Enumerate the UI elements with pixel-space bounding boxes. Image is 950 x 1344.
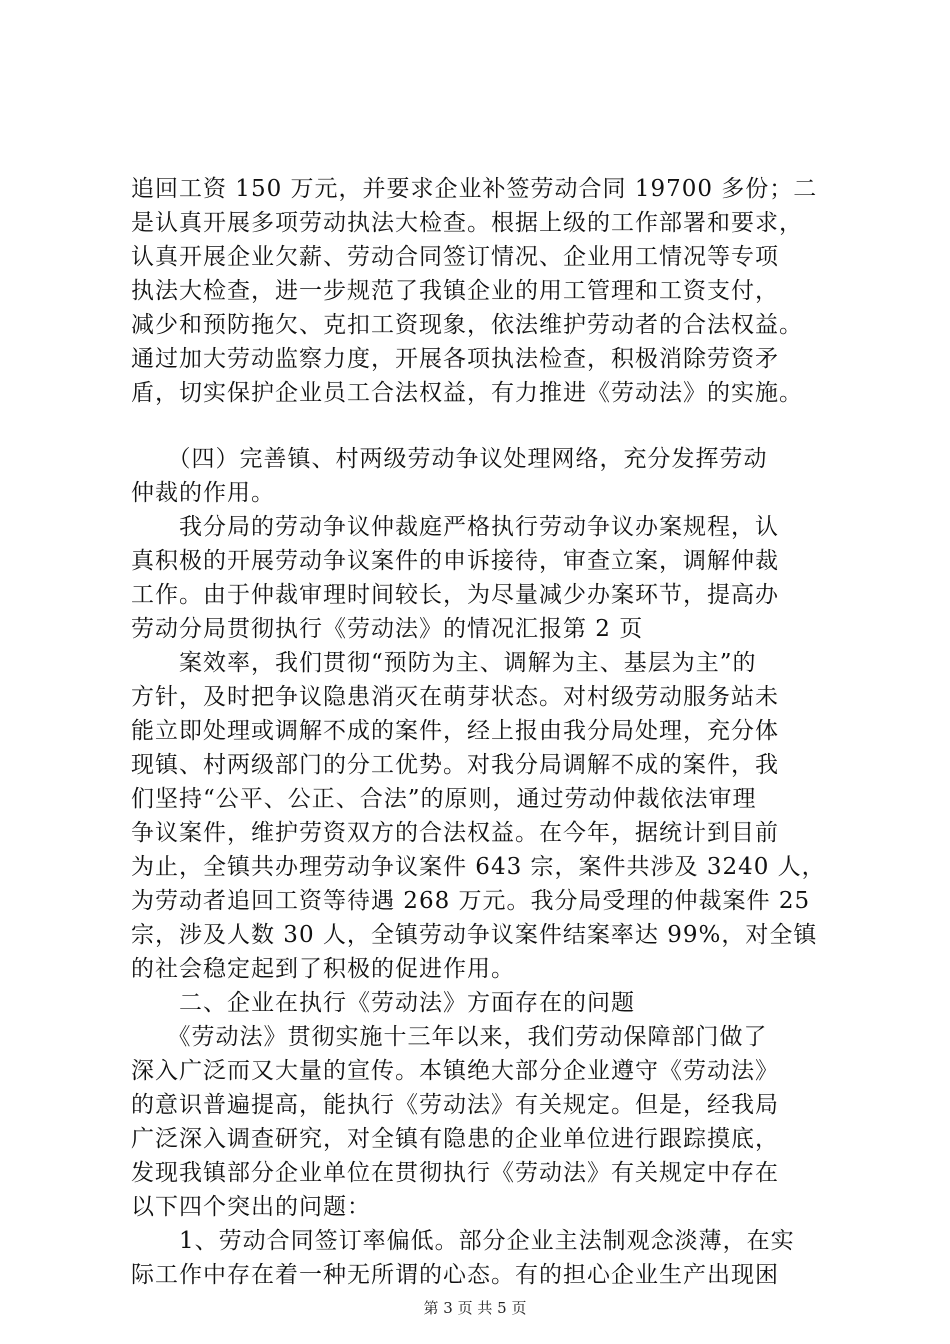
text-line: 争议案件，维护劳资双方的合法权益。在今年，据统计到目前 (131, 820, 779, 846)
text-line: 宗，涉及人数 30 人，全镇劳动争议案件结案率达 99%，对全镇 (131, 922, 818, 948)
text-line: 我分局的劳动争议仲裁庭严格执行劳动争议办案规程，认 (131, 514, 779, 540)
text-line: 《劳动法》贯彻实施十三年以来，我们劳动保障部门做了 (131, 1024, 768, 1050)
text-line: 执法大检查，进一步规范了我镇企业的用工管理和工资支付， (131, 278, 779, 304)
text-line: 为劳动者追回工资等待遇 268 万元。我分局受理的仲裁案件 25 (131, 888, 811, 914)
text-line: 发现我镇部分企业单位在贯彻执行《劳动法》有关规定中存在 (131, 1160, 779, 1186)
paragraph-gap (131, 410, 843, 442)
text-line: 以下四个突出的问题： (131, 1194, 371, 1220)
text-line: 通过加大劳动监察力度，开展各项执法检查，积极消除劳资矛 (131, 346, 779, 372)
text-line: 真积极的开展劳动争议案件的申诉接待，审查立案，调解仲裁 (131, 548, 779, 574)
section-heading-line: （四）完善镇、村两级劳动争议处理网络，充分发挥劳动 (131, 446, 768, 472)
section-heading-line: 二、企业在执行《劳动法》方面存在的问题 (131, 990, 635, 1016)
section-heading-line: 仲裁的作用。 (131, 480, 275, 506)
text-line: 方针，及时把争议隐患消灭在萌芽状态。对村级劳动服务站未 (131, 684, 779, 710)
text-line: 的意识普遍提高，能执行《劳动法》有关规定。但是，经我局 (131, 1092, 779, 1118)
text-line: 案效率，我们贯彻“预防为主、调解为主、基层为主”的 (131, 650, 757, 676)
text-line: 工作。由于仲裁审理时间较长，为尽量减少办案环节，提高办 (131, 582, 779, 608)
text-line: 们坚持“公平、公正、合法”的原则，通过劳动仲裁依法审理 (131, 786, 757, 812)
text-line: 1、劳动合同签订率偏低。部分企业主法制观念淡薄，在实 (131, 1228, 795, 1254)
text-line: 追回工资 150 万元，并要求企业补签劳动合同 19700 多份；二 (131, 176, 818, 202)
text-line: 际工作中存在着一种无所谓的心态。有的担心企业生产出现困 (131, 1262, 779, 1288)
text-line: 是认真开展多项劳动执法大检查。根据上级的工作部署和要求， (131, 210, 803, 236)
text-line: 减少和预防拖欠、克扣工资现象，依法维护劳动者的合法权益。 (131, 312, 803, 338)
text-line: 广泛深入调查研究，对全镇有隐患的企业单位进行跟踪摸底， (131, 1126, 779, 1152)
text-line: 盾，切实保护企业员工合法权益，有力推进《劳动法》的实施。 (131, 380, 803, 406)
text-line: 认真开展企业欠薪、劳动合同签订情况、企业用工情况等专项 (131, 244, 779, 270)
page-footer: 第 3 页 共 5 页 (423, 1299, 527, 1317)
text-line: 现镇、村两级部门的分工优势。对我分局调解不成的案件，我 (131, 752, 779, 778)
text-line: 的社会稳定起到了积极的促进作用。 (131, 956, 515, 982)
document-body (131, 172, 843, 1292)
text-line: 能立即处理或调解不成的案件，经上报由我分局处理，充分体 (131, 718, 779, 744)
text-line: 劳动分局贯彻执行《劳动法》的情况汇报第 2 页 (131, 616, 644, 642)
text-line: 为止，全镇共办理劳动争议案件 643 宗，案件共涉及 3240 人， (131, 854, 826, 880)
text-line: 深入广泛而又大量的宣传。本镇绝大部分企业遵守《劳动法》 (131, 1058, 779, 1084)
